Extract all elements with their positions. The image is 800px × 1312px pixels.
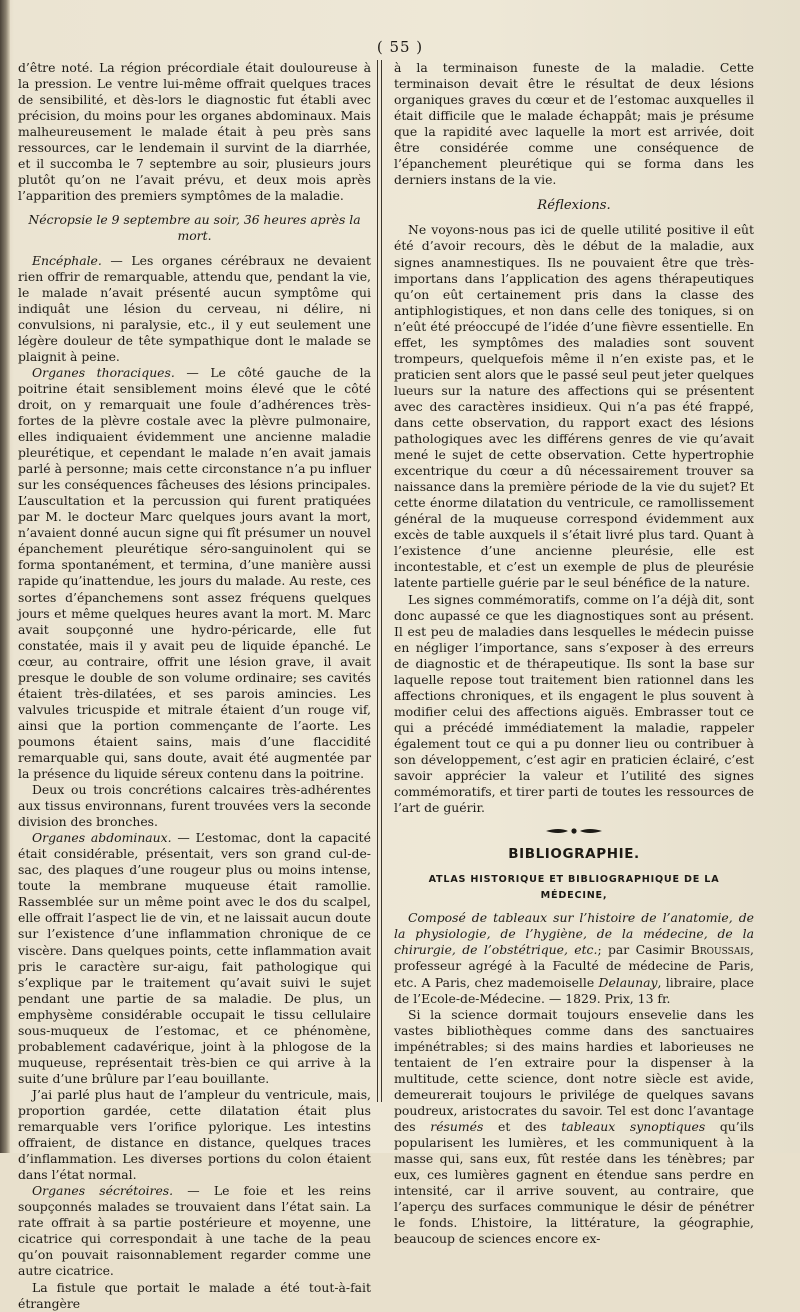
section-lead: Organes abdominaux. (32, 830, 172, 846)
paragraph-organes-thoraciques (18, 365, 371, 782)
paragraph: Les signes commémoratifs, comme on l’a déjà dit, sont donc aupassé ce que les diagnostiques sont au présent. Il est peu de maladies dans lesquelles le médecin puisse en négliger l’importance, sans s’exposer à des erreurs de diagnostic et de thérapeutique. Ils sont la base sur laquelle repose tout traitement bien rationnel dans les affections chroniques, et ils engagent le plus souvent à modifier celui des affections aiguës. Embrasser tout ce qui a précédé immédiatement la maladie, rappeler également tout ce qui a pu donner lieu ou contribuer à son développement, c’est agir en praticien éclairé, c’est savoir apprécier la valeur et l’utilité des signes commémoratifs, et tirer parti de toutes les ressources de l’art de guérir. (394, 591, 754, 816)
paragraph-text: — Le côté gauche de la poitrine était sensiblement moins élevé que le côté droit, on y remarquait une foule d’adhérences très-fortes de la plèvre costale avec la plèvre pulmonaire, elles indiquaient évidemment une ancienne maladie pleurétique, et cependant le malade n’en avait jamais parlé à personne; mais cette circonstance n’a pu influer sur les conséquences fâcheuses des lésions principales. L’auscultation et la percussion qui furent pratiquées par M. le docteur Marc quelques jours avant la mort, n’avaient donné aucun signe qui fît présumer un nouvel épanchement pleurétique séro-sanguinolent qui se forma spontanément, et termina, d’une manière aussi rapide qu’inattendue, les jours du malade. Au reste, ces sortes d’épanchemens sont assez fréquens quelques jours et même quelques heures avant la mort. M. Marc avait soupçonné une hydro-péricarde, elle fut constatée, mais il y avait peu de liquide épanché. Le cœur, au contraire, offrit une lésion grave, il avait presque le double de son volume ordinaire; ses cavités étaient très-dilatées, et ses parois amincies. Les valvules tricuspide et mitrale étaient d’un rouge vif, ainsi que la portion commençante de l’aorte. Les poumons étaient sains, mais d’une flaccidité remarquable qui, sans doute, avait été augmentée par la présence du liquide séreux contenu dans la poitrine. (18, 364, 371, 782)
atlas-text: , libraire, place de l’Ecole-de-Médecine. — 1829. Prix, 13 fr. (394, 974, 754, 1006)
publisher-name: Delaunay (598, 974, 658, 990)
paragraph-text: — Les organes cérébraux ne devaient rien offrir de remarquable, attendu que, pendant la vie, le malade n’avait présenté aucun symptôme qui indiquât une lésion du cerveau, ni délire, ni convulsions, ni paralysie, etc., il y eut seulement une légère douleur de tête sympathique dont le malade se plaignit à peine. (18, 252, 371, 364)
column-divider-line (381, 60, 382, 1102)
paragraph-text: — Le foie et les reins soupçonnés malades se trouvaient dans l’état sain. La rate offrait à sa partie postérieure et moyenne, une cicatrice qui correspondait à une tache de la peau qu’on pouvait raisonnablement regarder comme une autre cicatrice. (18, 1183, 371, 1279)
emphasis: résumés (430, 1118, 484, 1134)
author-name: Broussais (690, 942, 751, 958)
paragraph: d’être noté. La région précordiale était douloureuse à la pression. Le ventre lui-même offrait quelques traces de sensibilité, et dès-lors le diagnostic fut établi avec précision, du moins pour les organes abdominaux. Mais malheureusement le malade était à peu près sans ressources, car le lendemain il survint de la diarrhée, et il succomba le 7 septembre au soir, plusieurs jours plutôt qu’on ne l’avait prévu, et deux mois après l’apparition des premiers symptômes de la maladie. (18, 60, 371, 204)
paragraph-organes-secretoires (18, 1183, 371, 1279)
ornament-flourish-icon (544, 827, 604, 835)
atlas-subtitle: Composé de tableaux sur l’histoire de l’anatomie, de la physiologie, de l’hygiène, de la médecine, de la chirurgie, de l’obstétrique, etc. (394, 910, 754, 958)
ornament-divider (394, 824, 754, 840)
paragraph: Deux ou trois concrétions calcaires très-adhérentes aux tissus environnans, furent trouvées vers la seconde division des bronches. (18, 782, 371, 830)
atlas-text: , professeur agrégé à la Faculté de médecine de Paris, etc. A Paris, chez mademoiselle (394, 942, 754, 990)
right-column (394, 60, 754, 1247)
paragraph-text: et des (483, 1118, 562, 1134)
paragraph: à la terminaison funeste de la maladie. Cette terminaison devait être le résultat de deux lésions organiques graves du cœur et de l’estomac auxquelles il était difficile que le malade échappât; mais je présume que la rapidité avec laquelle la mort est arrivée, doit être considérée comme une conséquence de l’épanchement pleurétique qui se forma dans les derniers instans de la vie. (394, 60, 754, 188)
emphasis: tableaux synoptiques (561, 1118, 706, 1134)
reflexions-heading: Réflexions. (537, 198, 611, 214)
paragraph: J’ai parlé plus haut de l’ampleur du ventricule, mais, proportion gardée, cette dilatation était plus remarquable vers l’orifice pylorique. Les intestins offraient, de distance en distance, quelques traces d’inflammation. Les diverses portions du colon étaient dans l’état normal. (18, 1086, 371, 1183)
atlas-description (394, 910, 754, 1006)
paragraph-text: — L’estomac, dont la capacité était considérable, présentait, vers son grand cul-de-sac, des plaques d’une rougeur plus ou moins intense, toute la membrane muqueuse était ramollie. Rassemblée sur un même point avec le dos du scalpel, elle offrait l’aspect lie de vin, et ne laissait aucun doute sur l’existence d’une inflammation chronique de ce viscère. Dans quelques points, cette inflammation avait pris le caractère sur-aigu, fait pathologique qui s’explique par le traitement qu’avait suivi le sujet pendant une partie de sa maladie. De plus, un emphysème considérable occupait le tissu cellulaire sous-muqueux de l’estomac, et ce phénomène, probablement cadavérique, joint à la phlogose de la muqueuse, représentait très-bien ce qui arrive à la suite d’une brûlure par l’eau bouillante. (18, 830, 371, 1086)
paragraph: La fistule que portait le malade a été tout-à-fait étrangère (18, 1279, 371, 1311)
paragraph (394, 1007, 754, 1248)
left-column (18, 60, 371, 1312)
paragraph-text: Si la science dormait toujours ensevelie dans les vastes bibliothèques comme dans des sanctuaires impénétrables; si des mains hardies et laborieuses ne tentaient de l’en extraire pour la dispenser à la multitude, cette science, dont notre siècle est avide, demeurerait toujours le privilége de quelques savans poudreux, aristocrates du savoir. Tel est donc l’avantage des (394, 1006, 754, 1134)
paragraph-encephale (18, 253, 371, 365)
section-lead: Organes thoraciques. (32, 364, 175, 380)
section-lead: Encéphale. (32, 252, 102, 268)
page-number: ( 55 ) (376, 38, 424, 56)
section-lead: Organes sécrétoires. (32, 1183, 174, 1199)
column-divider-line (377, 60, 378, 1102)
page-binding-edge (0, 0, 10, 1153)
atlas-title: ATLAS HISTORIQUE ET BIBLIOGRAPHIQUE DE LA MÉDECINE, (428, 874, 720, 902)
bibliographie-heading: BIBLIOGRAPHIE. (508, 846, 640, 863)
paragraph: Ne voyons-nous pas ici de quelle utilité positive il eût été d’avoir recours, dès le début de la maladie, aux signes anamnestiques. Ils ne pouvaient être que très-importans dans l’application des agens thérapeutiques qu’on eût certainement pris dans la classe des antiphlogistiques, et non dans celle des toniques, si on n’eût été préoccupé de l’idée d’une fièvre essentielle. En effet, les symptômes des maladies sont souvent trompeurs, quelquefois même il n’en existe pas, et le praticien sent alors que le passé seul peut jeter quelques lueurs sur la nature des affections qui se présentent avec des caractères insidieux. Qui n’a pas été frappé, dans cette observation, du rapport exact des lésions pathologiques avec les différens genres de vie qu’avait mené le sujet de cette observation. Cette hypertrophie excentrique du cœur a dû nécessairement trouver sa naissance dans la première période de la vie du sujet? Et cette énorme dilatation du ventricule, ce ramollissement général de la muqueuse correspond évidemment aux excès de table auxquels il s’était livré plus tard. Quant à l’existence d’une ancienne pleurésie, elle est incontestable, et c’est un exemple de plus de pleurésie latente partielle guérie par le seul bénéfice de la nature. (394, 222, 754, 591)
paragraph-text: qu’ils popularisent les lumières, et les communiquent à la masse qui, sans eux, fût restée dans les ténèbres; par eux, ces lumières gagnent en étendue sans perdre en intensité, car il arrive souvent, au contraire, que l’aperçu des surfaces communique le désir de pénétrer le fonds. L’histoire, la littérature, la géographie, beaucoup de sciences encore ex- (394, 1118, 755, 1247)
atlas-text: ; par Casimir (597, 942, 691, 958)
paragraph-organes-abdominaux (18, 830, 371, 1087)
necropsie-heading: Nécropsie le 9 septembre au soir, 36 heures après la mort. (28, 212, 361, 244)
